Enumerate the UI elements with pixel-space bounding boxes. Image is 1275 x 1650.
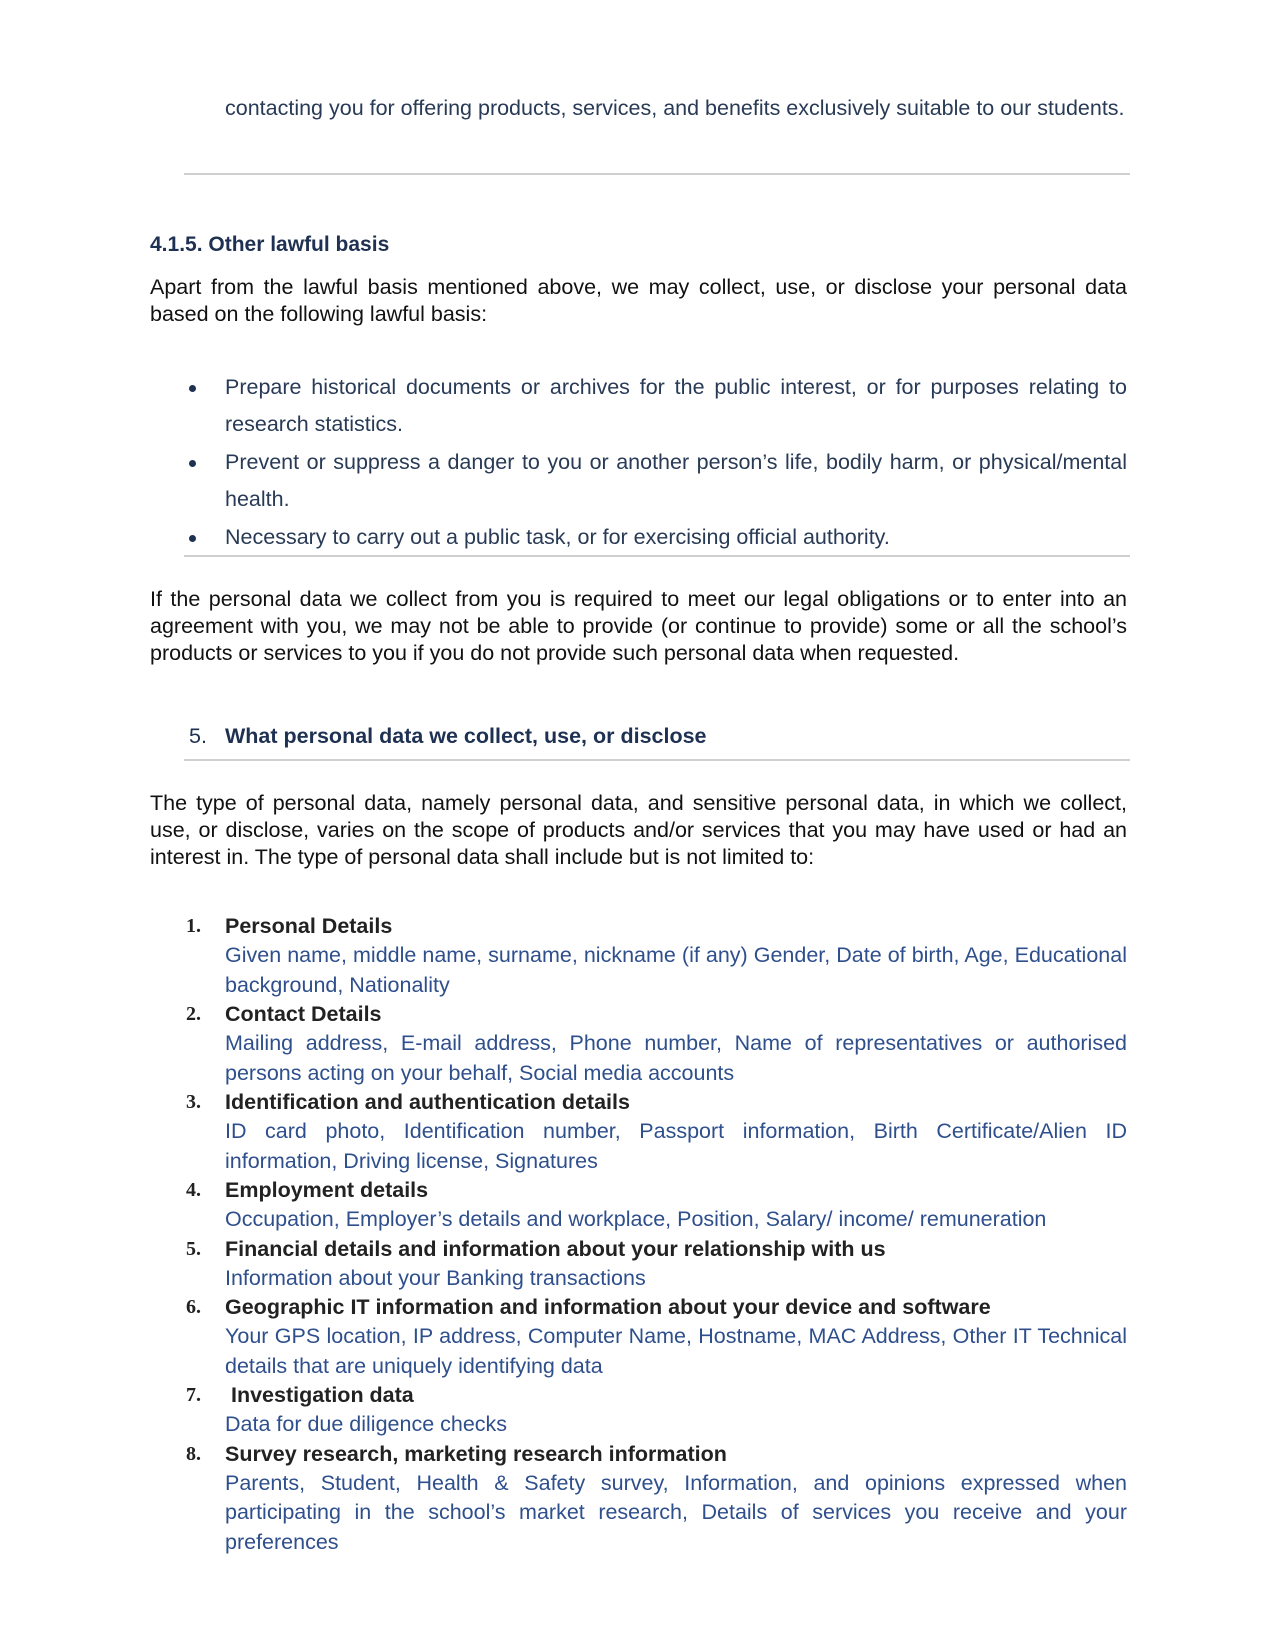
item-description: Data for due diligence checks [225,1412,508,1436]
list-item [186,1440,1127,1558]
section-heading: 4.1.5. Other lawful basis [150,233,390,256]
list-item [186,1176,1127,1235]
section-title: What personal data we collect, use, or disclose [225,724,707,748]
item-number: 5. [186,1237,201,1260]
item-title: Employment details [225,1178,429,1202]
item-title: Financial details and information about your relationship with us [225,1236,886,1261]
item-number: 8. [186,1442,201,1465]
item-description: Mailing address, E-mail address, Phone number, Name of representatives or authorised persons acting on your behalf, Social media accounts [225,1031,1127,1085]
list-item-text: Prevent or suppress a danger to you or another person’s life, bodily harm, or physical/mental health. [225,450,1127,511]
item-number: 6. [186,1296,201,1318]
list-item [186,444,1127,518]
list-item [186,912,1127,1000]
item-title: Investigation data [225,1383,414,1407]
bullet-list [186,369,1127,557]
item-description: Given name, middle name, surname, nickname (if any) Gender, Date of birth, Age, Educational background, Nationality [225,943,1127,997]
item-title: Survey research, marketing research information [225,1441,727,1466]
list-item [186,1000,1127,1088]
list-item [186,1381,1127,1440]
continued-paragraph: contacting you for offering products, services, and benefits exclusively suitable to our students. [225,96,1125,120]
section-5-heading [189,724,707,749]
item-description: Information about your Banking transactions [225,1265,646,1290]
obligation-paragraph: If the personal data we collect from you is required to meet our legal obligations or to enter into an agreement with you, we may not be able to provide (or continue to provide) some or all the school’s products or services to you if you do not provide such personal data when requested. [150,587,1127,665]
divider [184,759,1130,761]
item-title: Identification and authentication details [225,1090,630,1114]
list-item-text: Necessary to carry out a public task, or for exercising official authority. [225,525,890,549]
bullet-icon [189,460,196,467]
list-item-text: Prepare historical documents or archives for the public interest, or for purposes relating to research statistics. [225,375,1127,436]
item-description: Your GPS location, IP address, Computer Name, Hostname, MAC Address, Other IT Technical details that are uniquely identifying data [225,1324,1127,1378]
bullet-icon [189,385,196,392]
list-item [186,519,1127,556]
item-description: ID card photo, Identification number, Passport information, Birth Certificate/Alien ID information, Driving license, Signatures [225,1119,1127,1173]
item-title: Geographic IT information and information about your device and software [225,1295,991,1319]
divider [184,173,1130,175]
item-number: 3. [186,1091,201,1113]
list-item [186,1088,1127,1176]
item-description: Parents, Student, Health & Safety survey, Information, and opinions expressed when participating in the school’s market research, Details of services you receive and your preferences [225,1470,1127,1554]
divider [184,555,1130,557]
item-number: 1. [186,915,201,937]
item-number: 7. [186,1384,201,1406]
list-item [186,369,1127,443]
item-number: 4. [186,1179,201,1201]
numbered-list [186,912,1127,1557]
bullet-icon [189,535,196,542]
item-title: Contact Details [225,1002,382,1026]
item-title: Personal Details [225,914,393,938]
item-description: Occupation, Employer’s details and workplace, Position, Salary/ income/ remuneration [225,1207,1047,1231]
list-item [186,1235,1127,1294]
item-number: 2. [186,1003,201,1025]
section-intro: Apart from the lawful basis mentioned above, we may collect, use, or disclose your personal data based on the following lawful basis: [150,275,1127,326]
list-item [186,1293,1127,1381]
section-number: 5. [189,724,207,748]
section-5-intro: The type of personal data, namely personal data, and sensitive personal data, in which we collect, use, or disclose, varies on the scope of products and/or services that you may have used or had an interest in. The type of personal data shall include but is not limited to: [150,791,1127,869]
